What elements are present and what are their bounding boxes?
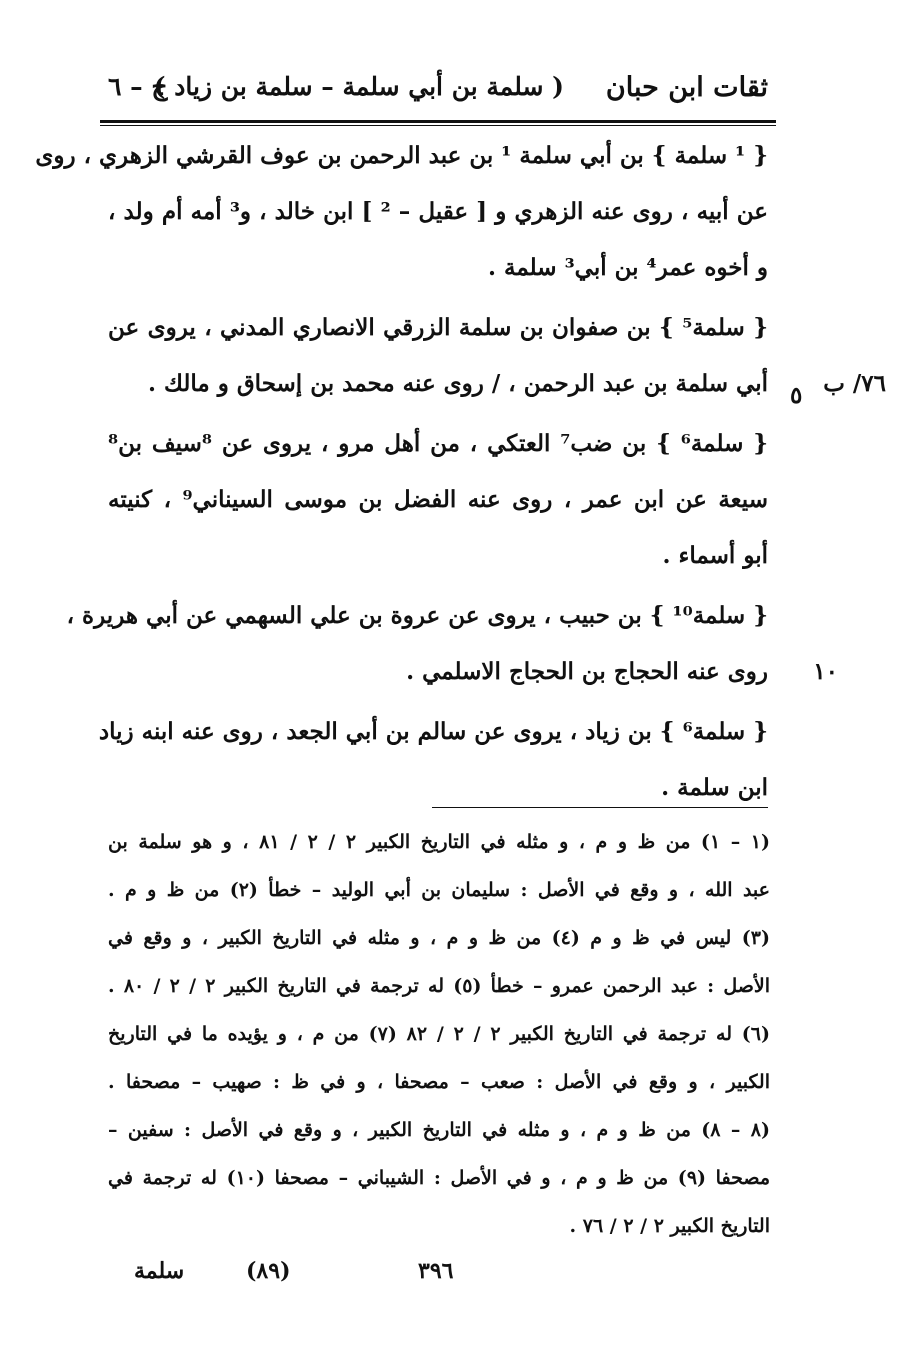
text-line: { سلمة⁵ } بن صفوان بن سلمة الزرقي الانصاري المدني ، يروى عن	[108, 314, 769, 341]
text-line: { سلمة¹⁰ } بن حبيب ، يروى عن عروة بن علي السهمي عن أبي هريرة ،	[66, 602, 768, 629]
footnote-rule	[432, 807, 768, 808]
footnote-line: التاريخ الكبير ٢ / ٢ / ٧٦ .	[569, 1215, 770, 1237]
page-footer	[100, 1258, 776, 1298]
text-line: و أخوه عمر⁴ بن أبي³ سلمة .	[488, 254, 768, 281]
footnote-line: (٣) ليس في ظ و م (٤) من ظ و م ، و مثله في التاريخ الكبير ، و وقع في	[108, 927, 770, 949]
footnote-line: الأصل : عبد الرحمن عمرو – خطأ (٥) له ترجمة في التاريخ الكبير ٢ / ٢ / ٨٠ .	[108, 975, 771, 997]
signature-sequence: (٨٩)	[246, 1258, 291, 1284]
footnote-line: (٨ – ٨) من ظ و م ، و مثله في التاريخ الكبير ، و وقع في الأصل : سفين –	[108, 1119, 771, 1141]
text-line: أبي سلمة بن عبد الرحمن ، / روى عنه محمد بن إسحاق و مالك . ٧٦/ ب	[108, 356, 768, 412]
footnotes	[108, 818, 770, 1250]
margin-folio-marker: ٧٦/ ب	[823, 370, 886, 397]
catchword: سلمة	[134, 1258, 185, 1284]
book-title: ثقات ابن حبان	[605, 72, 768, 103]
text-line: سيعة عن ابن عمر ، روى عنه الفضل بن موسى السيناني⁹ ، كنيته	[108, 486, 768, 513]
footnote-line: الكبير ، و وقع في الأصل : صعب – مصحفا ، و في ظ : صهيب – مصحفا .	[108, 1071, 770, 1093]
page-number: ٣٩٦	[418, 1258, 454, 1284]
margin-line-number: ٥	[790, 382, 803, 409]
text-line: روى عنه الحجاج بن الحجاج الاسلمي . ١٠	[108, 644, 768, 700]
footnote-line: عبد الله ، و وقع في الأصل : سليمان بن أبي الوليد – خطأ (٢) من ظ و م .	[108, 879, 770, 901]
footnote-line: (١ – ١) من ظ و م ، و مثله في التاريخ الكبير ٢ / ٢ / ٨١ ، و هو سلمة بن	[108, 831, 771, 853]
volume-number: ج – ٦	[108, 72, 168, 101]
margin-line-number: ١٠	[813, 658, 838, 685]
text-line: أبو أسماء .	[662, 542, 768, 569]
header-rule-thick	[100, 120, 776, 123]
text-line: { سلمة⁶ } بن ضب⁷ العتكي ، من أهل مرو ، يروى عن ⁸سيف بن⁸	[108, 430, 769, 457]
page-header	[100, 68, 776, 112]
text-line: { سلمة⁶ } بن زياد ، يروى عن سالم بن أبي الجعد ، روى عنه ابنه زياد	[98, 718, 768, 745]
text-line: { ¹ سلمة } بن أبي سلمة ¹ بن عبد الرحمن بن عوف القرشي الزهري ، روى	[35, 142, 768, 169]
text-line: ابن سلمة .	[661, 774, 768, 801]
text-line: عن أبيه ، روى عنه الزهري و [ عقيل – ² ] ابن خالد ، و³ أمه أم ولد ،	[108, 198, 769, 225]
header-rule-thin	[100, 125, 776, 126]
footnote-line: (٦) له ترجمة في التاريخ الكبير ٢ / ٢ / ٨٢ (٧) من م ، و يؤيده ما في التاريخ	[108, 1023, 771, 1045]
main-text	[35, 128, 886, 816]
running-title: ( سلمة بن أبي سلمة – سلمة بن زياد )	[153, 72, 564, 101]
footnote-line: مصحفا (٩) من ظ و م ، و في الأصل : الشيباني – مصحفا (١٠) له ترجمة في	[108, 1167, 771, 1189]
